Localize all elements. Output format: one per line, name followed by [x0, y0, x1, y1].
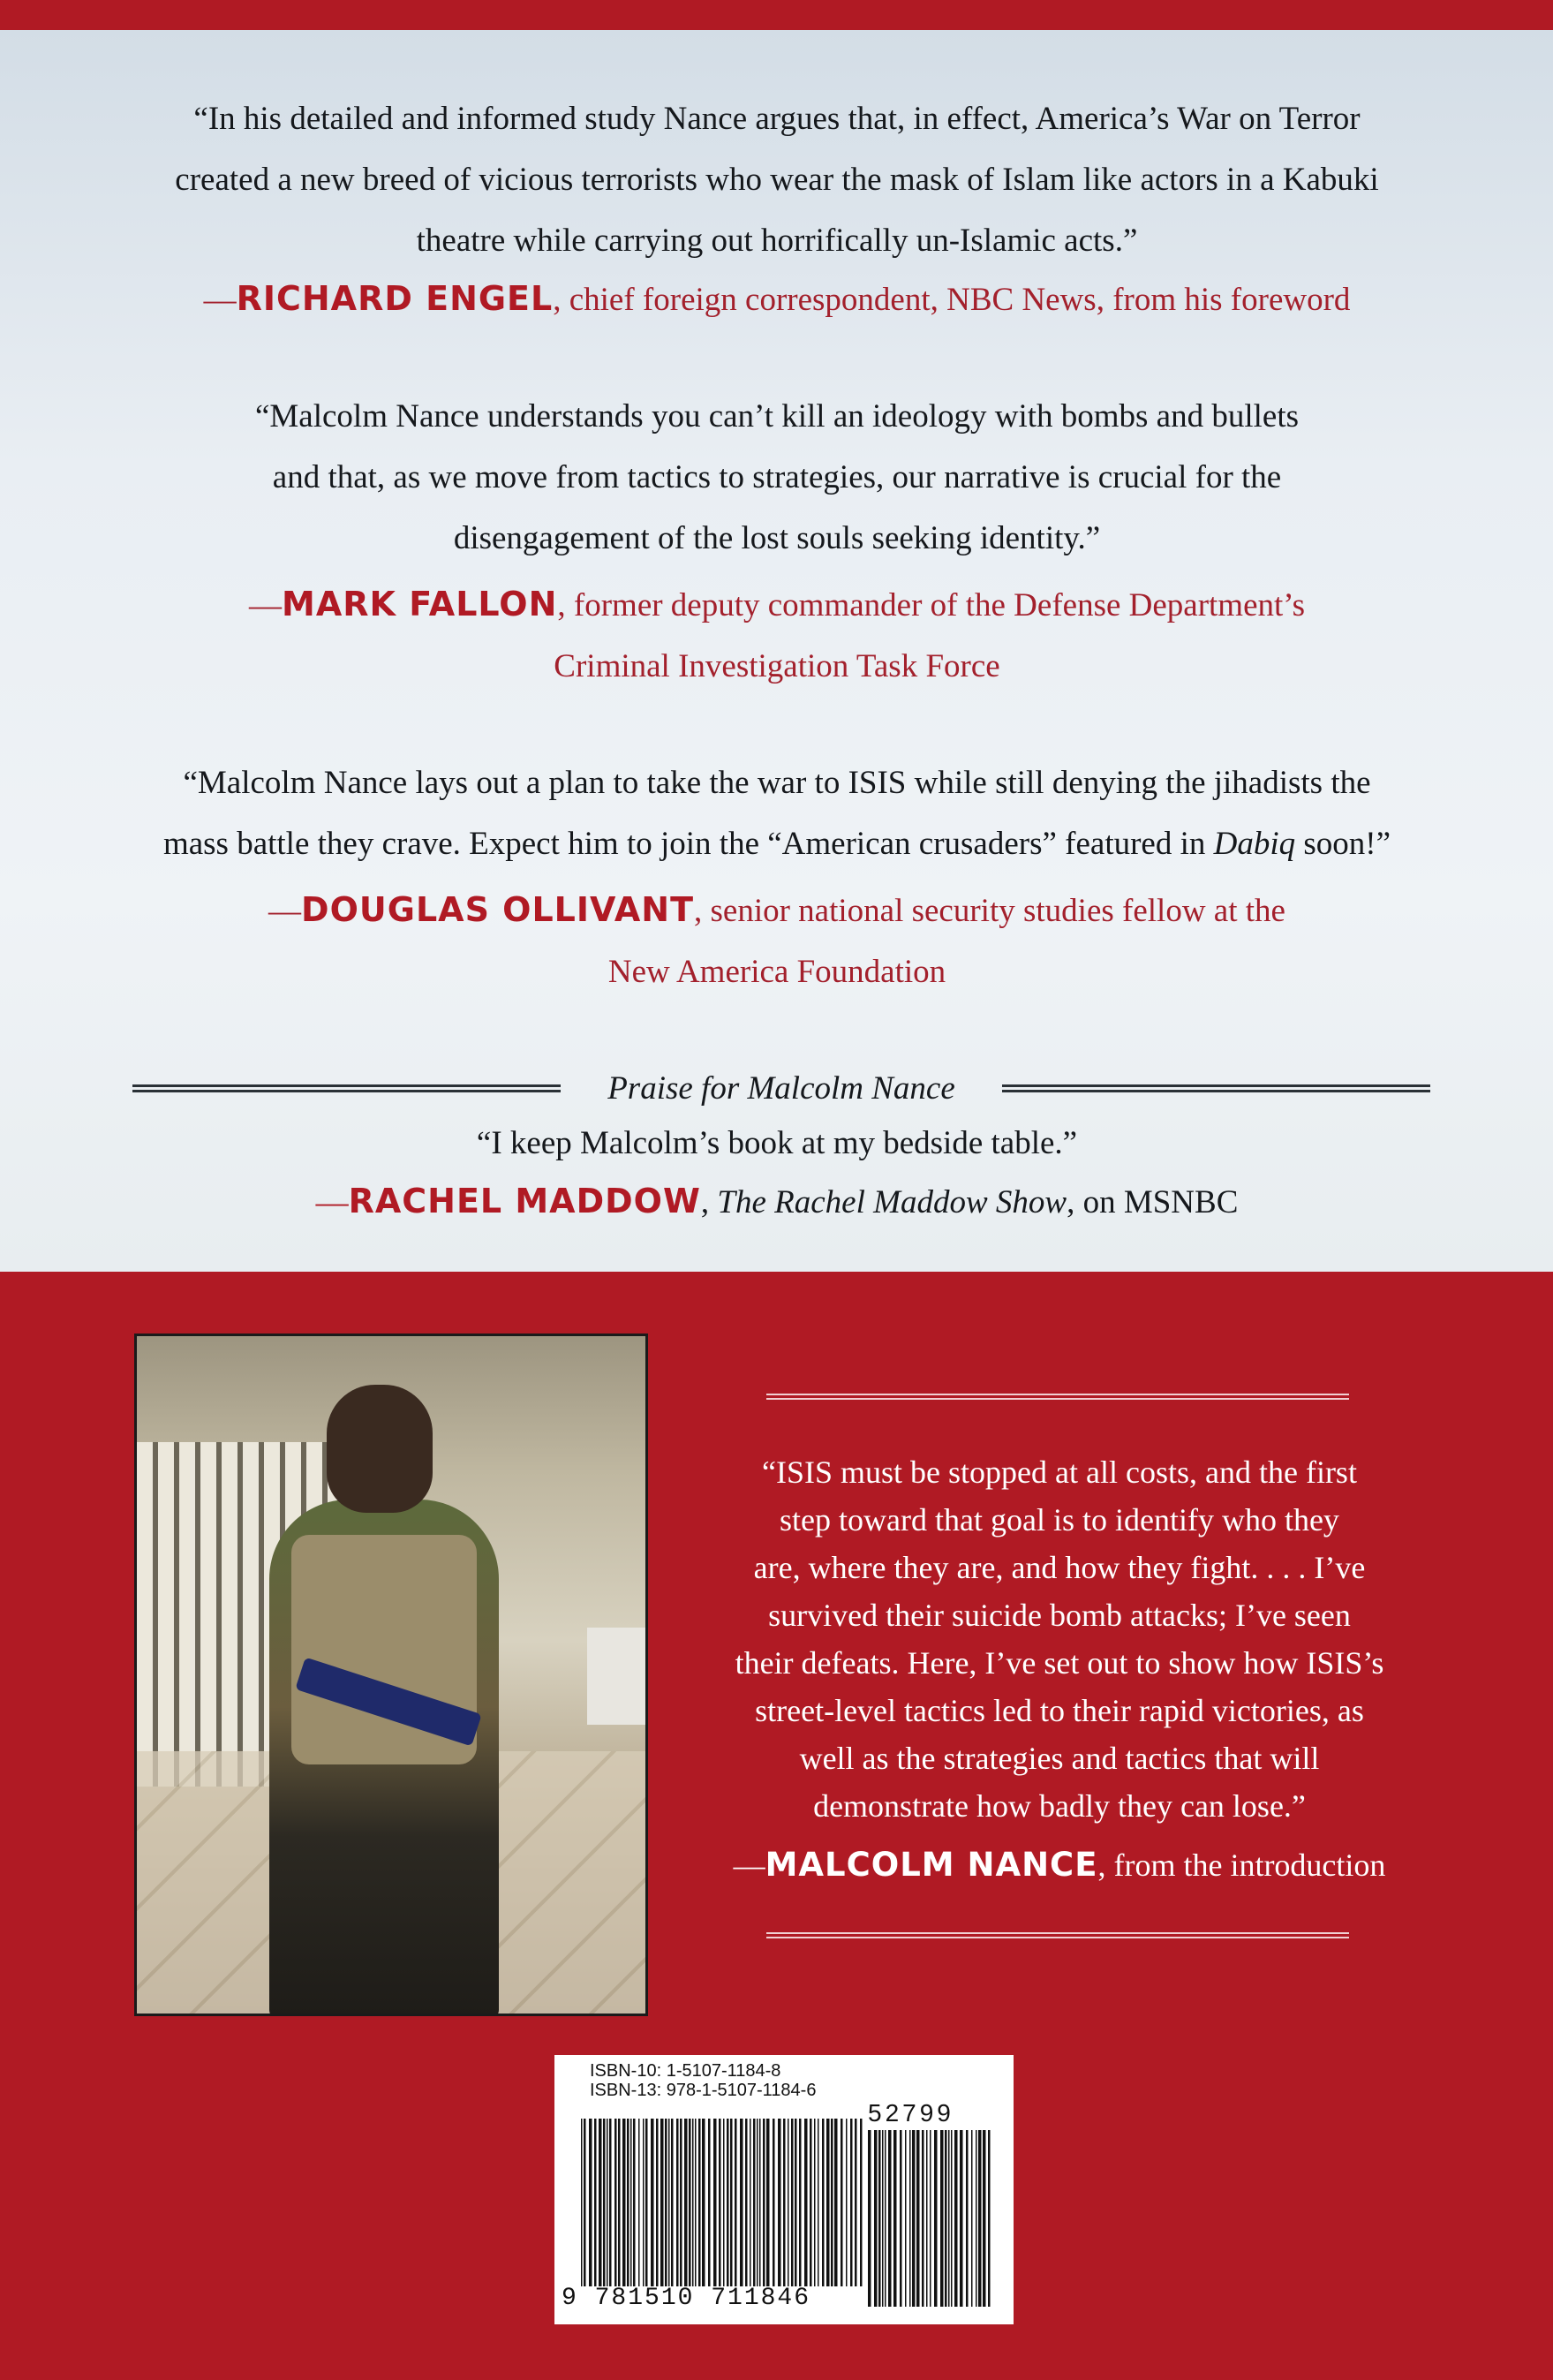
barcode-bar: [773, 2119, 775, 2286]
barcode-bars-main: [581, 2119, 865, 2286]
barcode-bar: [759, 2119, 761, 2286]
attribution-name: RICHARD ENGEL: [236, 279, 554, 318]
barcode-bar: [860, 2119, 863, 2286]
engel-attribution: —RICHARD ENGEL, chief foreign correspondent, NBC News, from his foreword: [203, 279, 1351, 318]
barcode-bar: [945, 2130, 947, 2307]
maddow-quote: “I keep Malcolm’s book at my bedside table.”: [476, 1125, 1078, 1161]
barcode-bar: [645, 2119, 648, 2286]
barcode-bar: [757, 2119, 758, 2286]
barcode-bar: [727, 2119, 729, 2286]
barcode-bar: [926, 2130, 928, 2307]
barcode-bar: [660, 2119, 664, 2286]
barcode-bar: [766, 2119, 770, 2286]
barcode-bar: [713, 2119, 717, 2286]
attribution-name: RACHEL MADDOW: [348, 1182, 701, 1220]
barcode-bar: [745, 2119, 748, 2286]
barcode-bar: [940, 2130, 944, 2307]
barcode-digits: 9 781510 711846: [562, 2285, 811, 2312]
barcode-bar: [609, 2119, 612, 2286]
barcode-bar: [702, 2119, 705, 2286]
barcode-bar: [633, 2119, 636, 2286]
barcode-bar: [763, 2119, 765, 2286]
barcode-bar: [841, 2119, 843, 2286]
barcode-bar: [814, 2119, 816, 2286]
barcode-bar: [684, 2119, 688, 2286]
barcode-bar: [831, 2119, 833, 2286]
barcode-bar: [689, 2119, 691, 2286]
ollivant-attribution: —DOUGLAS OLLIVANT, senior national security studies fellow at the New America Foundation: [268, 890, 1285, 990]
barcode-bar: [750, 2119, 751, 2286]
barcode-bar: [594, 2119, 597, 2286]
barcode-bar: [882, 2130, 884, 2307]
barcode-bar: [960, 2130, 963, 2307]
barcode-bar: [966, 2130, 969, 2307]
barcode-bar: [630, 2119, 632, 2286]
barcode-bar: [603, 2119, 606, 2286]
barcode-bar: [822, 2119, 825, 2286]
barcode-bar: [607, 2119, 608, 2286]
barcode-bar: [599, 2119, 602, 2286]
barcode-bar: [846, 2119, 848, 2286]
author-photo: [134, 1334, 648, 2016]
barcode-bar: [954, 2130, 958, 2307]
barcode-bar: [983, 2130, 986, 2307]
barcode-bar: [740, 2119, 743, 2286]
isbn-13: ISBN-13: 978-1-5107-1184-6: [590, 2081, 817, 2100]
barcode-bar: [878, 2130, 881, 2307]
attribution-name: MARK FALLON: [282, 585, 558, 623]
barcode-bar: [622, 2119, 626, 2286]
barcode-bar: [671, 2119, 674, 2286]
ollivant-quote: “Malcolm Nance lays out a plan to take the war to ISIS while still denying the jihadists the mass battle they crave. Expect him to join the “American crusaders” featured in Dabiq soon!”: [162, 765, 1391, 862]
barcode-bar: [791, 2119, 794, 2286]
barcode-bar: [651, 2119, 654, 2286]
barcode-bar: [951, 2130, 953, 2307]
barcode-bar: [614, 2119, 617, 2286]
author-attribution: —MALCOLM NANCE, from the introduction: [733, 1846, 1386, 1884]
photo-ac-unit: [587, 1628, 648, 1725]
barcode-bar: [916, 2130, 920, 2307]
barcode-bar: [826, 2119, 830, 2286]
barcode-bar: [783, 2119, 786, 2286]
barcode-bar: [627, 2119, 629, 2286]
barcode-bar: [795, 2119, 797, 2286]
barcode-bar: [638, 2119, 640, 2286]
barcode-bar: [581, 2119, 583, 2286]
barcode-bar: [948, 2130, 950, 2307]
barcode-bar: [695, 2119, 697, 2286]
barcode-bar: [888, 2130, 892, 2307]
praise-for-header: [132, 1067, 1430, 1111]
barcode-bar: [692, 2119, 694, 2286]
fallon-attribution: —MARK FALLON, former deputy commander of the Defense Department’s Criminal Investigation Task Force: [249, 585, 1305, 684]
quote-rule-top: [766, 1394, 1349, 1400]
barcode-bar: [799, 2119, 802, 2286]
attribution-name: MALCOLM NANCE: [765, 1846, 1098, 1884]
attribution-name: DOUGLAS OLLIVANT: [301, 890, 694, 929]
author-quote: “ISIS must be stopped at all costs, and the first step toward that goal is to identify who they are, where they are, and how they fight. . . . I’ve survived their suicide bomb attacks; I’ve seen their defeats. Here, I’ve set out to show how ISIS’s street-level tactics led to their rapid victories, as well as the strategies and tactics that will demonstrate how badly they can lose.”: [735, 1454, 1384, 1824]
barcode-bar: [723, 2119, 725, 2286]
praise-for-label: Praise for Malcolm Nance: [607, 1070, 955, 1107]
barcode-bar: [735, 2119, 737, 2286]
show-title: The Rachel Maddow Show: [717, 1184, 1067, 1220]
fallon-quote: “Malcolm Nance understands you can’t kill an ideology with bombs and bullets and that, as we move from tactics to strategies, our narrative is crucial for the disengagement of the lost souls seeking identity.”: [254, 398, 1300, 556]
barcode-bar: [698, 2119, 701, 2286]
barcode-bar: [971, 2130, 973, 2307]
barcode-bar: [912, 2130, 916, 2307]
barcode-bar: [893, 2130, 897, 2307]
barcode-bar: [930, 2130, 931, 2307]
barcode-bar: [665, 2119, 667, 2286]
barcode-bar: [885, 2130, 886, 2307]
barcode-bar: [708, 2119, 711, 2286]
barcode-bar: [584, 2119, 586, 2286]
barcode-bar: [850, 2119, 853, 2286]
barcode-bar: [810, 2119, 812, 2286]
price-code: 52799: [868, 2099, 954, 2127]
barcode-bar: [668, 2119, 670, 2286]
quote-rule-bottom: [766, 1932, 1349, 1938]
barcode-bar: [778, 2119, 781, 2286]
barcode-bar: [753, 2119, 756, 2286]
isbn-10: ISBN-10: 1-5107-1184-8: [590, 2061, 781, 2081]
barcode-bar: [855, 2119, 857, 2286]
photo-head: [327, 1385, 433, 1513]
barcode-bar: [643, 2119, 645, 2286]
barcode-bar: [868, 2130, 871, 2307]
barcode-bar: [934, 2130, 938, 2307]
barcode-bar: [905, 2130, 907, 2307]
barcode-bar: [978, 2130, 982, 2307]
barcode-bar: [922, 2130, 924, 2307]
isbn-barcode: [554, 2055, 1014, 2324]
maddow-attribution: —RACHEL MADDOW, The Rachel Maddow Show, on MSNBC: [315, 1182, 1239, 1220]
barcode-bar: [788, 2119, 789, 2286]
barcode-bar: [988, 2130, 991, 2307]
barcode-bar: [909, 2130, 911, 2307]
barcode-bar: [874, 2130, 878, 2307]
barcode-bar: [656, 2119, 659, 2286]
barcode-bar: [719, 2119, 721, 2286]
barcode-bar: [618, 2119, 621, 2286]
barcode-bar: [804, 2119, 808, 2286]
barcode-bar: [680, 2119, 682, 2286]
barcode-bar: [818, 2119, 819, 2286]
barcode-bar: [676, 2119, 679, 2286]
engel-quote: “In his detailed and informed study Nance argues that, in effect, America’s War on Terror created a new breed of vicious terrorists who wear the mask of Islam like actors in a Kabuki theatre while carrying out horrifically un-Islamic acts.”: [175, 101, 1379, 259]
barcode-bar: [834, 2119, 838, 2286]
barcode-bar: [730, 2119, 733, 2286]
barcode-bars-addon: [868, 2130, 993, 2307]
barcode-bar: [900, 2130, 902, 2307]
barcode-bar: [589, 2119, 592, 2286]
barcode-bar: [976, 2130, 977, 2307]
dabiq-title: Dabiq: [1213, 826, 1296, 862]
